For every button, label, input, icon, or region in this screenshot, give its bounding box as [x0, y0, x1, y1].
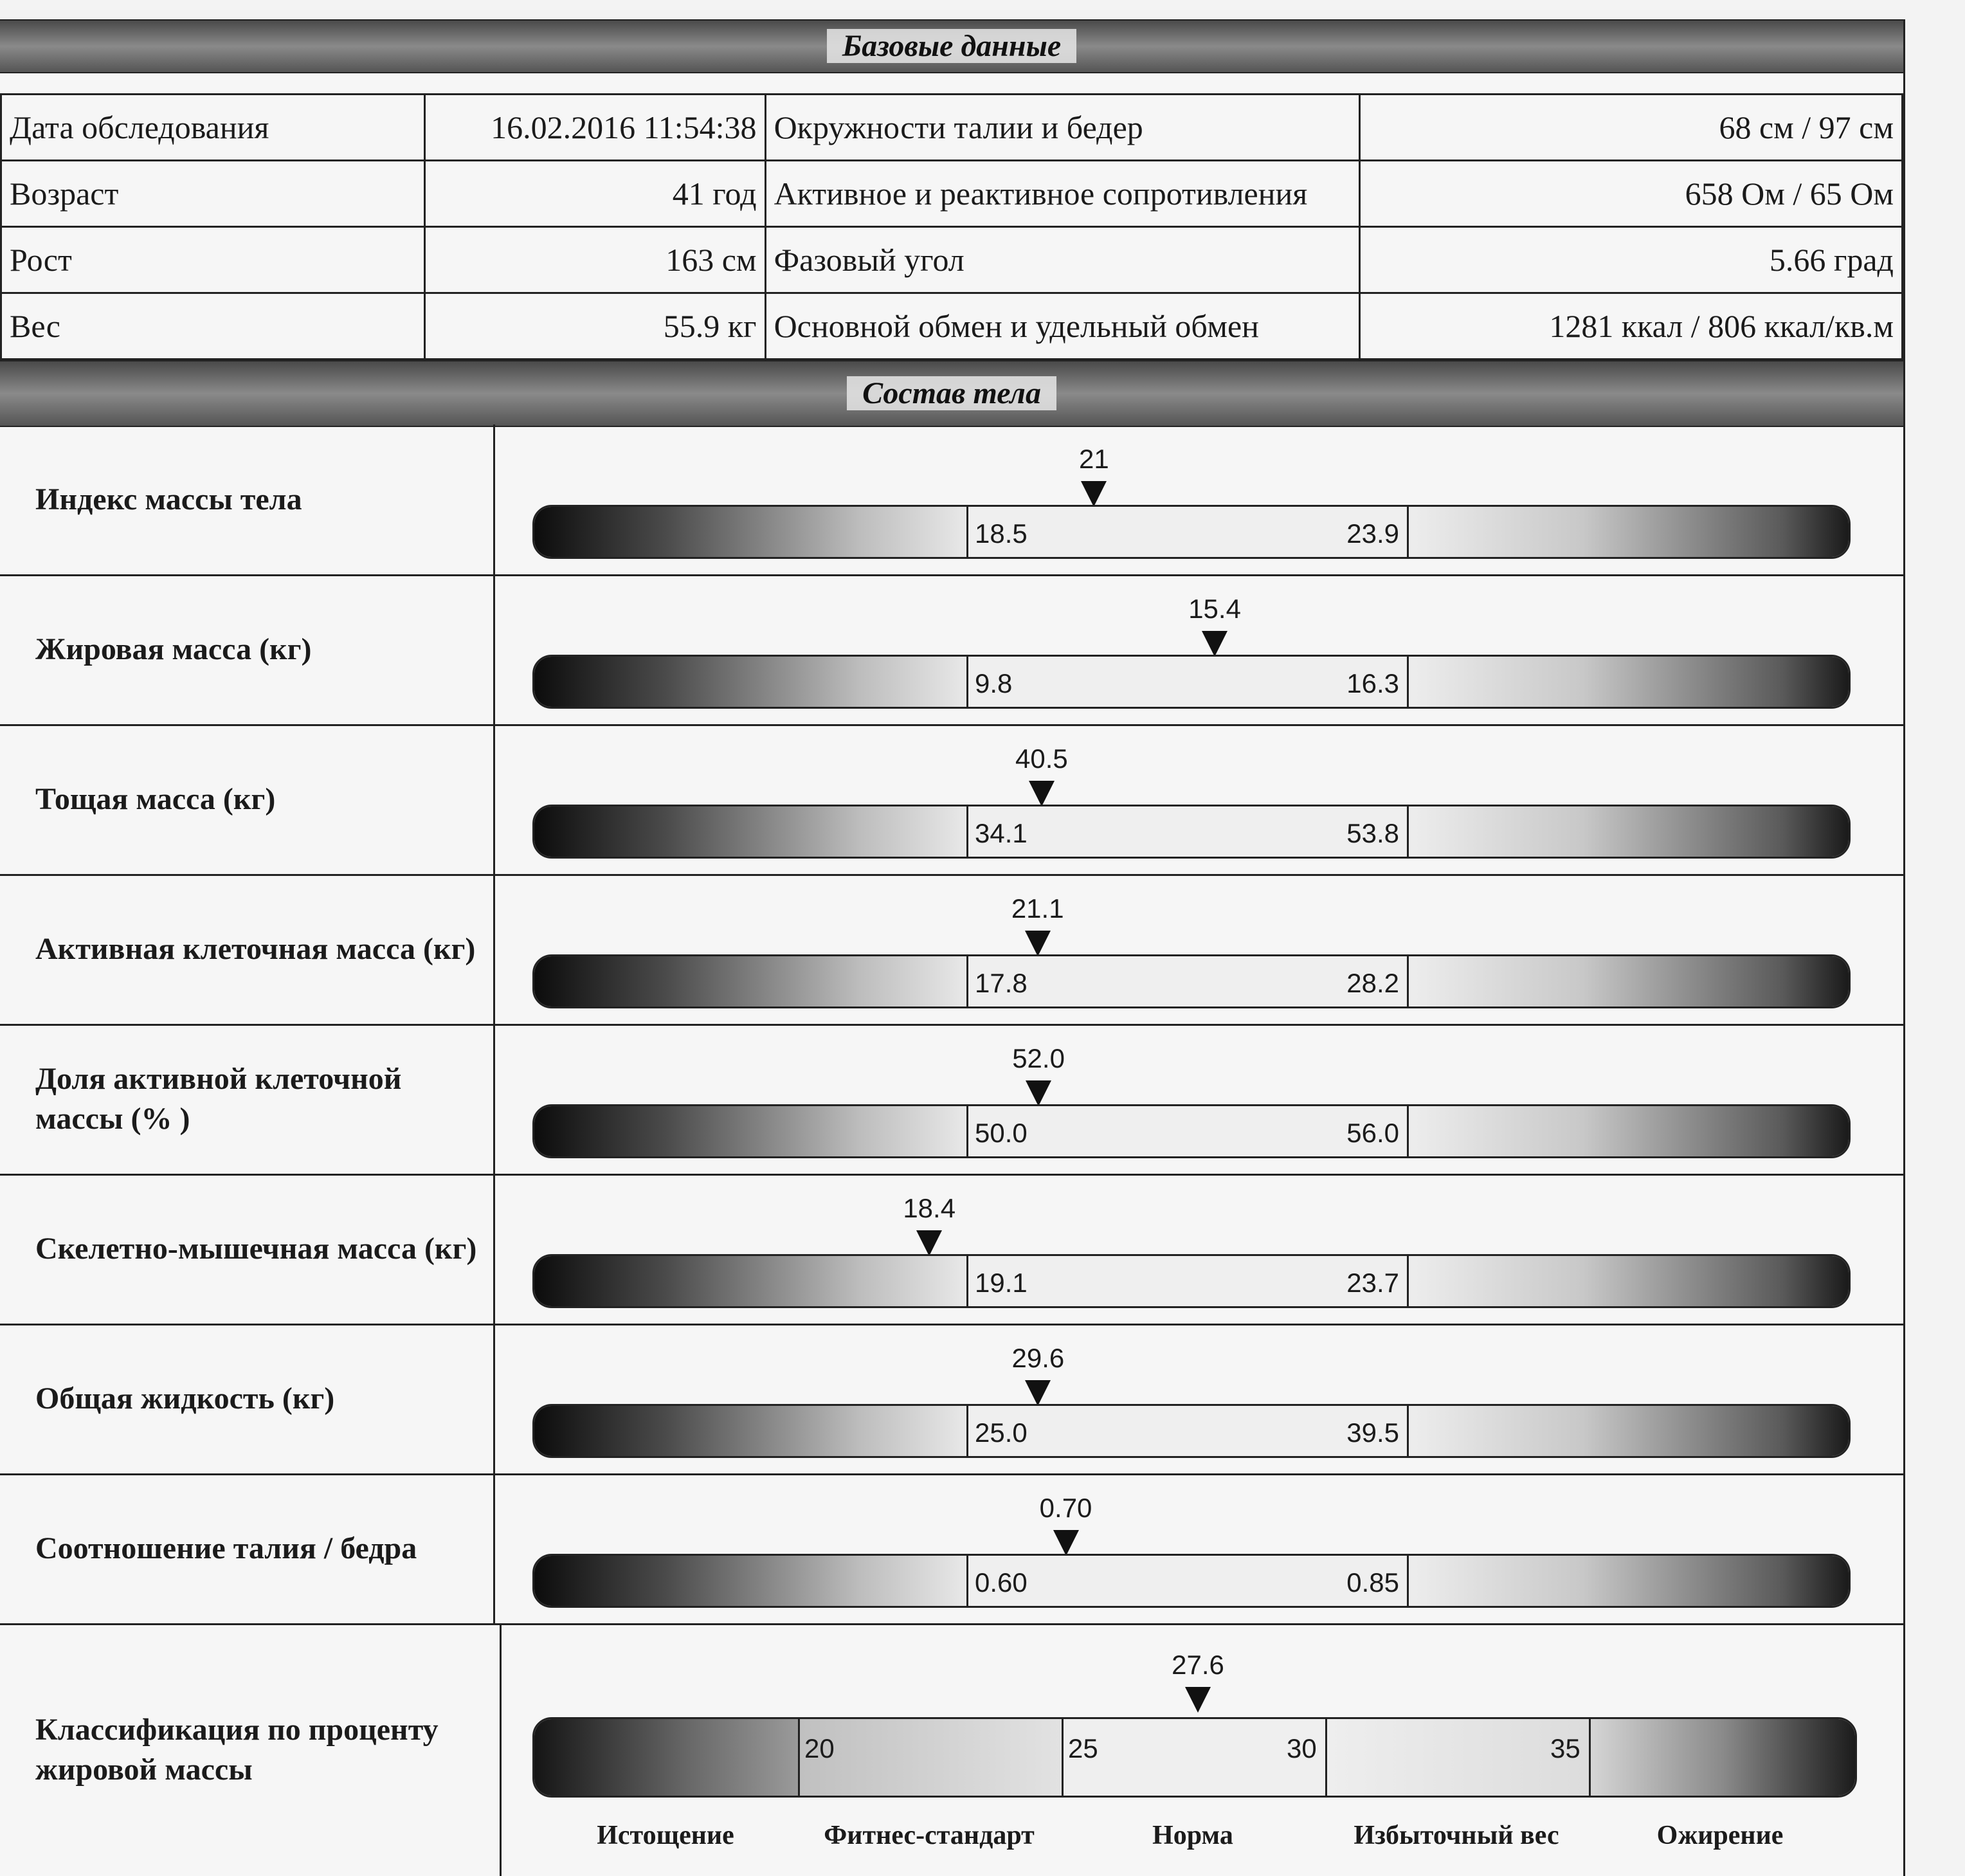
zone-obesity — [1591, 1719, 1855, 1796]
range-high-value: 39.5 — [1346, 1417, 1399, 1448]
basic-value: 55.9 кг — [424, 293, 765, 360]
range-low-value: 0.60 — [975, 1567, 1028, 1598]
range-high-value: 53.8 — [1346, 818, 1399, 848]
zone-depletion — [534, 1719, 798, 1796]
table-row — [1, 95, 1903, 161]
basic-value: 41 год — [424, 161, 765, 227]
range-bar — [532, 1104, 1851, 1158]
range-zone-high — [1405, 956, 1849, 1006]
range-bar — [532, 1254, 1851, 1308]
marker-triangle-icon — [1202, 631, 1227, 657]
range-low-value: 19.1 — [975, 1268, 1028, 1298]
tick-label: 30 — [1287, 1733, 1317, 1763]
category-label: Избыточный вес — [1354, 1821, 1559, 1850]
tick-label: 20 — [804, 1733, 835, 1763]
basic-label: Фазовый угол — [765, 227, 1360, 293]
range-high-value: 0.85 — [1346, 1567, 1399, 1598]
marker-triangle-icon — [1026, 1080, 1051, 1106]
basic-label: Окружности талии и бедер — [765, 95, 1360, 161]
marker-triangle-icon — [1081, 481, 1107, 507]
range-low-value: 34.1 — [975, 818, 1028, 848]
marker-triangle-icon — [1025, 1380, 1051, 1406]
tick-line — [1407, 657, 1409, 707]
table-row — [1, 293, 1903, 360]
tick-line — [798, 1719, 800, 1796]
range-zone-low — [534, 657, 968, 707]
tick-line — [966, 1256, 968, 1306]
metric-row — [0, 574, 1903, 726]
tick-line — [1407, 1256, 1409, 1306]
range-zone-low — [534, 507, 968, 557]
metric-row — [0, 1324, 1903, 1475]
metric-cell — [497, 424, 1903, 574]
metric-value: 52.0 — [1012, 1043, 1065, 1073]
range-low-value: 50.0 — [975, 1118, 1028, 1148]
range-high-value: 28.2 — [1346, 968, 1399, 998]
range-bar — [532, 655, 1851, 709]
range-zone-low — [534, 1556, 968, 1606]
basic-data-header — [0, 19, 1903, 73]
tick-line — [1589, 1719, 1591, 1796]
metric-value: 21.1 — [1011, 893, 1064, 924]
metric-row — [0, 424, 1903, 576]
category-label: Норма — [1152, 1821, 1233, 1850]
tick-line — [1407, 806, 1409, 857]
range-high-value: 16.3 — [1346, 668, 1399, 698]
category-label: Истощение — [597, 1821, 734, 1850]
range-low-value: 25.0 — [975, 1417, 1028, 1448]
table-row — [1, 161, 1903, 227]
classification-cell — [497, 1624, 1903, 1876]
basic-value: 68 см / 97 см — [1360, 95, 1903, 161]
range-zone-high — [1405, 507, 1849, 557]
range-zone-high — [1405, 1256, 1849, 1306]
basic-value: 658 Ом / 65 Ом — [1360, 161, 1903, 227]
marker-triangle-icon — [1029, 781, 1055, 806]
range-low-value: 17.8 — [975, 968, 1028, 998]
classification-value: 27.6 — [1172, 1650, 1224, 1680]
metric-row — [0, 1174, 1903, 1325]
metric-marker — [973, 893, 1102, 956]
tick-label: 35 — [1550, 1733, 1580, 1763]
tick-line — [1062, 1719, 1064, 1796]
tick-line — [1407, 507, 1409, 557]
metric-value: 40.5 — [1015, 743, 1068, 774]
range-high-value: 23.7 — [1346, 1268, 1399, 1298]
category-label: Фитнес-стандарт — [824, 1821, 1035, 1850]
range-bar — [532, 505, 1851, 559]
metric-marker — [1002, 1493, 1130, 1556]
basic-label: Вес — [1, 293, 425, 360]
metric-value: 15.4 — [1188, 594, 1241, 624]
range-bar — [532, 805, 1851, 859]
tick-line — [1407, 956, 1409, 1006]
marker-triangle-icon — [1185, 1687, 1211, 1713]
composition-header — [0, 360, 1903, 427]
range-zone-high — [1405, 1106, 1849, 1156]
metric-label: Индекс массы тела — [0, 424, 495, 574]
marker-triangle-icon — [916, 1230, 942, 1256]
basic-value: 1281 ккал / 806 ккал/кв.м — [1360, 293, 1903, 360]
tick-line — [966, 956, 968, 1006]
metric-label: Жировая масса (кг) — [0, 574, 495, 724]
basic-value: 16.02.2016 11:54:38 — [424, 95, 765, 161]
metric-marker — [974, 1043, 1103, 1106]
tick-line — [966, 806, 968, 857]
range-zone-low — [534, 956, 968, 1006]
zone-overweight — [1327, 1719, 1589, 1796]
tick-line — [966, 1556, 968, 1606]
metric-value: 29.6 — [1011, 1343, 1065, 1373]
range-zone-high — [1405, 657, 1849, 707]
metric-cell — [497, 874, 1903, 1024]
tick-line — [966, 657, 968, 707]
table-row — [1, 227, 1903, 293]
metric-row — [0, 1473, 1903, 1625]
range-zone-high — [1405, 806, 1849, 857]
metric-label: Активная клеточная масса (кг) — [0, 874, 495, 1024]
zone-norm — [1064, 1719, 1325, 1796]
metric-label: Доля активной клеточной массы (% ) — [0, 1024, 495, 1174]
metric-row — [0, 1024, 1903, 1176]
range-zone-high — [1405, 1406, 1849, 1456]
report-sheet — [0, 19, 1905, 1876]
range-zone-low — [534, 1256, 968, 1306]
metric-marker — [1150, 594, 1279, 657]
range-low-value: 9.8 — [975, 668, 1013, 698]
basic-label: Основной обмен и удельный обмен — [765, 293, 1360, 360]
tick-line — [966, 1406, 968, 1456]
zone-fitness — [800, 1719, 1062, 1796]
metric-cell — [497, 1174, 1903, 1324]
metric-value: 0.70 — [1039, 1493, 1092, 1523]
range-low-value: 18.5 — [975, 518, 1028, 549]
marker-triangle-icon — [1053, 1530, 1079, 1556]
metric-cell — [497, 1024, 1903, 1174]
classification-row — [0, 1624, 1903, 1876]
range-bar — [532, 954, 1851, 1008]
classification-bar — [532, 1717, 1857, 1798]
basic-value: 163 см — [424, 227, 765, 293]
metric-marker — [865, 1193, 993, 1256]
metric-marker — [1029, 444, 1158, 507]
tick-line — [966, 507, 968, 557]
basic-label: Возраст — [1, 161, 425, 227]
range-zone-high — [1405, 1556, 1849, 1606]
metric-marker — [973, 1343, 1102, 1406]
marker-triangle-icon — [1025, 931, 1051, 956]
metric-row — [0, 874, 1903, 1026]
range-bar — [532, 1554, 1851, 1608]
tick-line — [1407, 1406, 1409, 1456]
range-zone-low — [534, 1406, 968, 1456]
category-label: Ожирение — [1656, 1821, 1784, 1850]
tick-line — [1407, 1106, 1409, 1156]
metric-cell — [497, 724, 1903, 874]
tick-label: 25 — [1068, 1733, 1098, 1763]
tick-line — [966, 1106, 968, 1156]
metric-value: 18.4 — [903, 1193, 956, 1223]
metric-label: Общая жидкость (кг) — [0, 1324, 495, 1473]
metric-label: Тощая масса (кг) — [0, 724, 495, 874]
basic-value: 5.66 град — [1360, 227, 1903, 293]
composition-title: Состав тела — [847, 376, 1056, 410]
metric-cell — [497, 574, 1903, 724]
metric-label: Скелетно-мышечная масса (кг) — [0, 1174, 495, 1324]
classification-label: Классификация по проценту жировой массы — [0, 1624, 502, 1876]
metric-value: 21 — [1079, 444, 1109, 474]
basic-label: Активное и реактивное сопротивления — [765, 161, 1360, 227]
basic-data-title: Базовые данные — [827, 29, 1076, 63]
range-bar — [532, 1404, 1851, 1458]
tick-line — [1325, 1719, 1327, 1796]
range-zone-low — [534, 806, 968, 857]
basic-data-table — [0, 93, 1903, 360]
range-high-value: 23.9 — [1346, 518, 1399, 549]
range-zone-low — [534, 1106, 968, 1156]
basic-label: Рост — [1, 227, 425, 293]
metric-cell — [497, 1324, 1903, 1473]
range-high-value: 56.0 — [1346, 1118, 1399, 1148]
basic-label: Дата обследования — [1, 95, 425, 161]
classification-marker — [1134, 1650, 1262, 1713]
metric-row — [0, 724, 1903, 876]
tick-line — [1407, 1556, 1409, 1606]
metric-label: Соотношение талия / бедра — [0, 1473, 495, 1623]
metric-marker — [977, 743, 1106, 806]
metric-cell — [497, 1473, 1903, 1623]
